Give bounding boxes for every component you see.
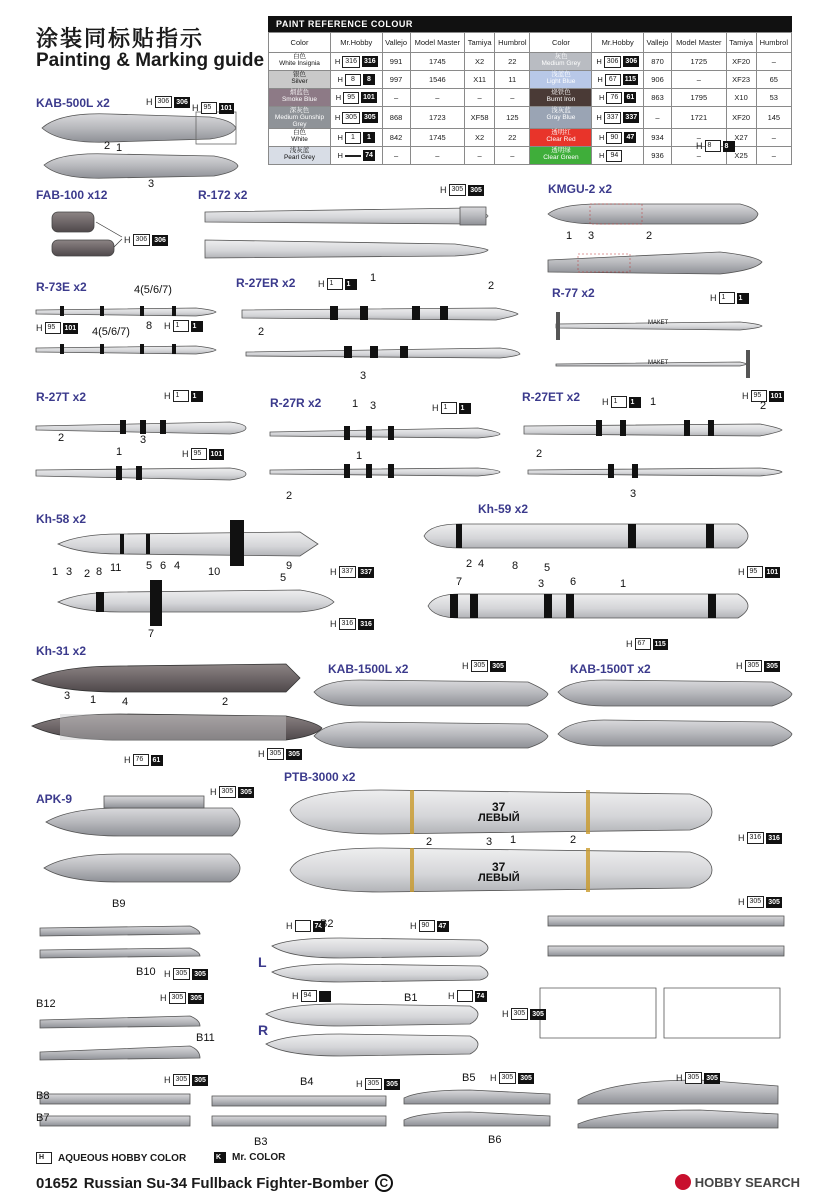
callout-r27er-1: 1: [370, 272, 377, 284]
paint-name-en: Clear Red: [546, 136, 576, 144]
paint-name-cn: 白色: [293, 53, 306, 60]
callout-kab500l-3: 3: [148, 178, 155, 190]
ref-pylon-r-305: H 305 305: [738, 897, 780, 907]
legend-mr-color: [214, 1152, 285, 1163]
callout-kh59-7: 7: [456, 576, 463, 588]
ref-r73e-95: H 95 101: [36, 323, 77, 333]
paint-col-tamiya-right: Tamiya: [726, 33, 756, 53]
callout-r27et-1: 1: [650, 396, 657, 408]
ptb-text-bottom: ЛЕВЫЙ: [478, 872, 520, 884]
callout-kh58-9: 9: [286, 560, 293, 572]
paint-vallejo: –: [382, 89, 410, 107]
callout-kh58-4: 4: [174, 560, 181, 572]
paint-vallejo: 870: [643, 53, 671, 71]
ref-kh31-305: H 305 305: [258, 749, 300, 759]
callout-r27t-3: 3: [140, 434, 147, 446]
label-kab-1500l: KAB-1500L x2: [328, 662, 409, 676]
label-kh-59: Kh-59 x2: [478, 502, 529, 516]
paint-humbrol: 53: [756, 89, 791, 107]
paint-name-en: Clear Green: [543, 154, 579, 162]
callout-kh59-2: 2: [466, 558, 473, 570]
paint-mm: 1723: [410, 107, 464, 129]
callout-kh58-11: 11: [110, 562, 122, 574]
callout-kh58-7: 7: [148, 628, 155, 640]
ref-r27et-1: H 1 1: [602, 396, 641, 408]
ref-kh58-316: H 316 316: [330, 619, 372, 629]
footer-title: Russian Su-34 Fullback Fighter-Bomber: [83, 1174, 369, 1192]
paint-name-cn: 浅灰蓝: [551, 107, 571, 114]
label-b8: B8: [36, 1090, 50, 1102]
paint-name-cn: 浅灰蓝: [289, 147, 310, 155]
ref-b2-90: H 90 47: [410, 920, 449, 932]
callout-r73e-4567-top: 4(5/6/7): [134, 284, 172, 296]
label-r-27et: R-27ET x2: [522, 390, 581, 404]
callout-r27r-2: 2: [286, 490, 293, 502]
paint-vallejo: 991: [382, 53, 410, 71]
ref-r73e-1: H 1 1: [164, 320, 203, 332]
callout-r27r-1b: 1: [356, 450, 363, 462]
legend-aqueous-text: AQUEOUS HOBBY COLOR: [58, 1152, 187, 1164]
paint-vallejo: 934: [643, 129, 671, 147]
paint-name-en: White: [291, 136, 308, 144]
paint-col-vallejo-left: Vallejo: [382, 33, 410, 53]
paint-col-color-left: Color: [269, 33, 331, 53]
label-b9: B9: [112, 898, 126, 910]
paint-tamiya: –: [465, 147, 495, 165]
pylons-drawing: [40, 916, 784, 1128]
paint-name-en: Light Blue: [546, 77, 576, 85]
paint-mr-hobby: H 95 101: [331, 89, 383, 107]
callout-kh59-4: 4: [478, 558, 485, 570]
callout-kh59-6: 6: [570, 576, 577, 588]
label-kab-500l: KAB-500L x2: [36, 96, 110, 110]
paint-name-en: White Insignia: [279, 59, 320, 67]
label-b10: B10: [136, 966, 156, 978]
callout-kh58-1: 1: [52, 566, 59, 578]
title-chinese: 涂装同标贴指示: [36, 26, 205, 51]
side-label-left: L: [258, 954, 267, 970]
ref-b2-74: H 74: [286, 920, 325, 932]
paint-mm: 1725: [672, 53, 726, 71]
label-b2: B2: [320, 918, 334, 930]
ref-kh31-76: H 76 61: [124, 754, 163, 766]
paint-col-model-master-right: Model Master: [672, 33, 726, 53]
callout-kh31-4: 4: [122, 696, 129, 708]
ref-r27t-1: H 1 1: [164, 390, 203, 402]
paint-tamiya: X27: [726, 129, 756, 147]
callout-ptb-1: 1: [510, 834, 517, 846]
paint-name-en: Medium Grey: [541, 59, 581, 67]
ref-kh58-337: H 337 337: [330, 567, 372, 577]
label-fab-100: FAB-100 x12: [36, 188, 108, 202]
callout-kh31-3: 3: [64, 690, 71, 702]
copyright-icon: C: [375, 1174, 393, 1192]
paint-vallejo: 842: [382, 129, 410, 147]
ref-r172-305: H 305 305: [440, 185, 482, 195]
ref-apk9-305: H 305 305: [210, 787, 252, 797]
paint-vallejo: 997: [382, 71, 410, 89]
label-r-27r: R-27R x2: [270, 396, 322, 410]
paint-vallejo: 863: [643, 89, 671, 107]
paint-mm: 1745: [410, 129, 464, 147]
callout-r27et-2b: 2: [536, 448, 543, 460]
callout-r73e-4567-bottom: 4(5/6/7): [92, 326, 130, 338]
callout-r27r-1: 1: [352, 398, 359, 410]
callout-ptb-2b: 2: [570, 834, 577, 846]
label-b12: B12: [36, 998, 56, 1010]
paint-tamiya: XF20: [726, 53, 756, 71]
label-r-172: R-172 x2: [198, 188, 248, 202]
callout-kh58-8: 8: [96, 566, 103, 578]
label-r-77: R-77 x2: [552, 286, 595, 300]
paint-col-mr-hobby-left: Mr.Hobby: [331, 33, 383, 53]
r-27-variants-drawing: [36, 420, 782, 480]
paint-mr-hobby: H 1 1: [331, 129, 383, 147]
paint-name-en: Silver: [291, 77, 308, 85]
kh-31-drawing: [32, 664, 322, 740]
callout-ptb-3: 3: [486, 836, 493, 848]
callout-kh59-3: 3: [538, 578, 545, 590]
paint-mr-hobby: H 316 316: [331, 53, 383, 71]
paint-mr-hobby: H 306 306: [592, 53, 644, 71]
paint-humbrol: 11: [495, 71, 530, 89]
ref-ptb3000-316: H 316 316: [738, 833, 780, 843]
paint-vallejo: 906: [643, 71, 671, 89]
kab-500l-drawing: [42, 112, 238, 178]
ref-kab1500t-305: H 305 305: [736, 661, 778, 671]
callout-kab500l-2: 2: [104, 140, 111, 152]
label-kh-58: Kh-58 x2: [36, 512, 87, 526]
paint-col-model-master-left: Model Master: [410, 33, 464, 53]
ref-kh59-95: H 95 101: [738, 567, 779, 577]
ptb-number-top: 37: [492, 800, 506, 814]
callout-kab500l-1: 1: [116, 142, 123, 154]
paint-mr-hobby: H 76 61: [592, 89, 644, 107]
paint-tamiya: X11: [465, 71, 495, 89]
paint-vallejo: 868: [382, 107, 410, 129]
paint-name-cn: 透明绿: [551, 147, 571, 155]
paint-humbrol: 65: [756, 71, 791, 89]
callout-kh31-1: 1: [90, 694, 97, 706]
callout-kh58-2: 2: [84, 568, 91, 580]
paint-mr-hobby: H 337 337: [592, 107, 644, 129]
paint-vallejo: –: [643, 107, 671, 129]
callout-kh59-8: 8: [512, 560, 519, 572]
label-r-27t: R-27T x2: [36, 390, 87, 404]
paint-humbrol: –: [756, 129, 791, 147]
legend-mr-text: Mr. COLOR: [232, 1152, 286, 1163]
footer-code: 01652: [36, 1174, 78, 1192]
legend-k-box: K: [214, 1152, 226, 1163]
paint-tamiya: XF58: [465, 107, 495, 129]
kmgu-2-drawing: [548, 204, 762, 274]
callout-kh59-5: 5: [544, 562, 551, 574]
ref-r77-1: H 1 1: [710, 292, 749, 304]
label-r-27er: R-27ER x2: [236, 276, 296, 290]
ref-b8-305: H 305 305: [164, 1075, 206, 1085]
paint-name-cn: 白色: [293, 129, 306, 137]
ref-b1-74: H 74: [448, 990, 487, 1002]
paint-name-cn: 浅蓝色: [551, 71, 571, 78]
paint-humbrol: 145: [756, 107, 791, 129]
apk-9-drawing: [44, 796, 240, 882]
ref-fab100-306: H 306 306: [124, 235, 166, 245]
label-ptb-3000: PTB-3000 x2: [284, 770, 356, 784]
paint-name-cn: 深灰色: [289, 107, 310, 114]
label-kh-31: Kh-31 x2: [36, 644, 87, 658]
paint-mr-hobby: H 90 47: [592, 129, 644, 147]
watermark: [675, 1174, 800, 1190]
callout-kh58-3: 3: [66, 566, 73, 578]
side-label-right: R: [258, 1022, 269, 1038]
ref-kab1500l-305: H 305 305: [462, 661, 504, 671]
paint-name-en: Pearl Grey: [283, 154, 316, 162]
legend-h-box: H: [36, 1152, 52, 1164]
ref-r27er-1: H 1 1: [318, 278, 357, 290]
legend-aqueous: [36, 1152, 186, 1164]
label-b4: B4: [300, 1076, 314, 1088]
r77-text-top: МАКЕТ: [648, 320, 669, 326]
callout-kh58-10: 10: [208, 566, 221, 578]
paint-humbrol: –: [756, 53, 791, 71]
paint-name-cn: 透明红: [551, 129, 571, 137]
watermark-text: HOBBY SEARCH: [694, 1174, 800, 1190]
paint-mm: 1546: [410, 71, 464, 89]
paint-humbrol: 22: [495, 129, 530, 147]
paint-mr-hobby: H 67 115: [592, 71, 644, 89]
callout-kh59-1: 1: [620, 578, 627, 590]
callout-r27t-2: 2: [58, 432, 65, 444]
callout-kh31-2: 2: [222, 696, 229, 708]
paint-mm: 1745: [410, 53, 464, 71]
paint-tamiya: –: [465, 89, 495, 107]
title-english: Painting & Marking guide: [36, 50, 265, 71]
ref-kh59-67: H 67 115: [626, 639, 666, 649]
callout-kmgu-1: 1: [566, 230, 573, 242]
paint-tamiya: XF20: [726, 107, 756, 129]
ref-b4-305: H 305 305: [356, 1079, 398, 1089]
ref-pylon-m-305: H 305 305: [502, 1009, 544, 1019]
paint-mm: –: [410, 89, 464, 107]
paint-humbrol: –: [495, 89, 530, 107]
ptb-number-bottom: 37: [492, 860, 506, 874]
paint-name-en: Burnt Iron: [546, 95, 576, 103]
paint-col-vallejo-right: Vallejo: [643, 33, 671, 53]
paint-name-en: Smoke Blue: [281, 95, 318, 103]
paint-name-cn: 烧铁色: [551, 89, 571, 96]
label-b6: B6: [488, 1134, 502, 1146]
ref-b12-305: H 305 305: [160, 993, 202, 1003]
paint-humbrol: –: [756, 147, 791, 165]
ref-r27r-1: H 1 1: [432, 402, 471, 414]
paint-vallejo: 936: [643, 147, 671, 165]
paint-name-cn: 灰色: [554, 53, 568, 60]
ref-kmgu2-8: H 8 8: [696, 140, 735, 152]
ref-r27et-95: H 95 101: [742, 391, 783, 401]
paint-mm: –: [672, 129, 726, 147]
callout-r27er-2: 2: [488, 280, 495, 292]
callout-r27et-2: 2: [760, 400, 767, 412]
footer: [36, 1174, 393, 1192]
callout-kh58-5b: 5: [280, 572, 287, 584]
paint-tamiya: X10: [726, 89, 756, 107]
label-r-73e: R-73E x2: [36, 280, 87, 294]
callout-kh58-5: 5: [146, 560, 153, 572]
paint-mr-hobby: H 305 305: [331, 107, 383, 129]
ref-kab500l-95: H 95 101: [192, 103, 233, 113]
paint-tamiya: X25: [726, 147, 756, 165]
paint-col-tamiya-left: Tamiya: [465, 33, 495, 53]
label-b5: B5: [462, 1072, 476, 1084]
paint-mr-hobby: H 94: [592, 147, 644, 165]
label-b3: B3: [254, 1136, 268, 1148]
paint-humbrol: –: [495, 147, 530, 165]
ref-r27t-95: H 95 101: [182, 449, 223, 459]
callout-r73e-8: 8: [146, 320, 153, 332]
paint-col-humbrol-right: Humbrol: [756, 33, 791, 53]
hobby-search-logo-icon: [675, 1174, 691, 1190]
callout-kh58-6: 6: [160, 560, 167, 572]
paint-vallejo: –: [382, 147, 410, 165]
paint-mm: 1795: [672, 89, 726, 107]
callout-kmgu-3: 3: [588, 230, 595, 242]
paint-tamiya: X2: [465, 53, 495, 71]
ref-kab500l-306: H 306 306: [146, 97, 188, 107]
paint-tamiya: X2: [465, 129, 495, 147]
paint-humbrol: 125: [495, 107, 530, 129]
callout-r27er-2b: 2: [258, 326, 265, 338]
paint-col-mr-hobby-right: Mr.Hobby: [592, 33, 644, 53]
paint-reference-header: PAINT REFERENCE COLOUR: [268, 16, 792, 32]
label-b1: B1: [404, 992, 418, 1004]
label-kab-1500t: KAB-1500T x2: [570, 662, 651, 676]
paint-name-cn: 银色: [293, 71, 306, 78]
kab-1500-drawing: [314, 680, 792, 748]
label-kmgu-2: KMGU-2 x2: [548, 182, 613, 196]
label-b7: B7: [36, 1112, 50, 1124]
callout-ptb-2: 2: [426, 836, 433, 848]
paint-col-color-right: Color: [530, 33, 592, 53]
paint-mm: –: [672, 71, 726, 89]
paint-tamiya: XF23: [726, 71, 756, 89]
paint-mm: 1721: [672, 107, 726, 129]
label-b11: B11: [196, 1032, 215, 1044]
paint-mr-hobby: H 8 8: [331, 71, 383, 89]
ref-b1-94: H 94: [292, 990, 331, 1002]
r-172-drawing: [205, 207, 488, 258]
paint-name-en: Gray Blue: [546, 113, 576, 121]
r-27er-drawing: [242, 306, 520, 358]
callout-r27r-3: 3: [370, 400, 377, 412]
ref-pylon-far-305: H 305 305: [676, 1073, 718, 1083]
r77-text-bottom: МАКЕТ: [648, 360, 669, 366]
label-apk-9: APK-9: [36, 792, 73, 806]
fab-100-drawing: [52, 212, 122, 256]
paint-name-en: Medium Gunship Grey: [274, 113, 325, 128]
paint-mm: –: [672, 147, 726, 165]
ref-b10-305: H 305 305: [164, 969, 206, 979]
paint-humbrol: 22: [495, 53, 530, 71]
callout-r27t-1: 1: [116, 446, 123, 458]
ref-b5-305: H 305 305: [490, 1073, 532, 1083]
callout-kmgu-2: 2: [646, 230, 653, 242]
kh-59-drawing: [424, 524, 748, 618]
paint-mr-hobby: H 74: [331, 147, 383, 165]
callout-r27et-3: 3: [630, 488, 637, 500]
paint-mm: –: [410, 147, 464, 165]
callout-r27er-3: 3: [360, 370, 367, 382]
paint-col-humbrol-left: Humbrol: [495, 33, 530, 53]
ptb-text-top: ЛЕВЫЙ: [478, 812, 520, 824]
paint-name-cn: 烟蓝色: [289, 89, 310, 96]
